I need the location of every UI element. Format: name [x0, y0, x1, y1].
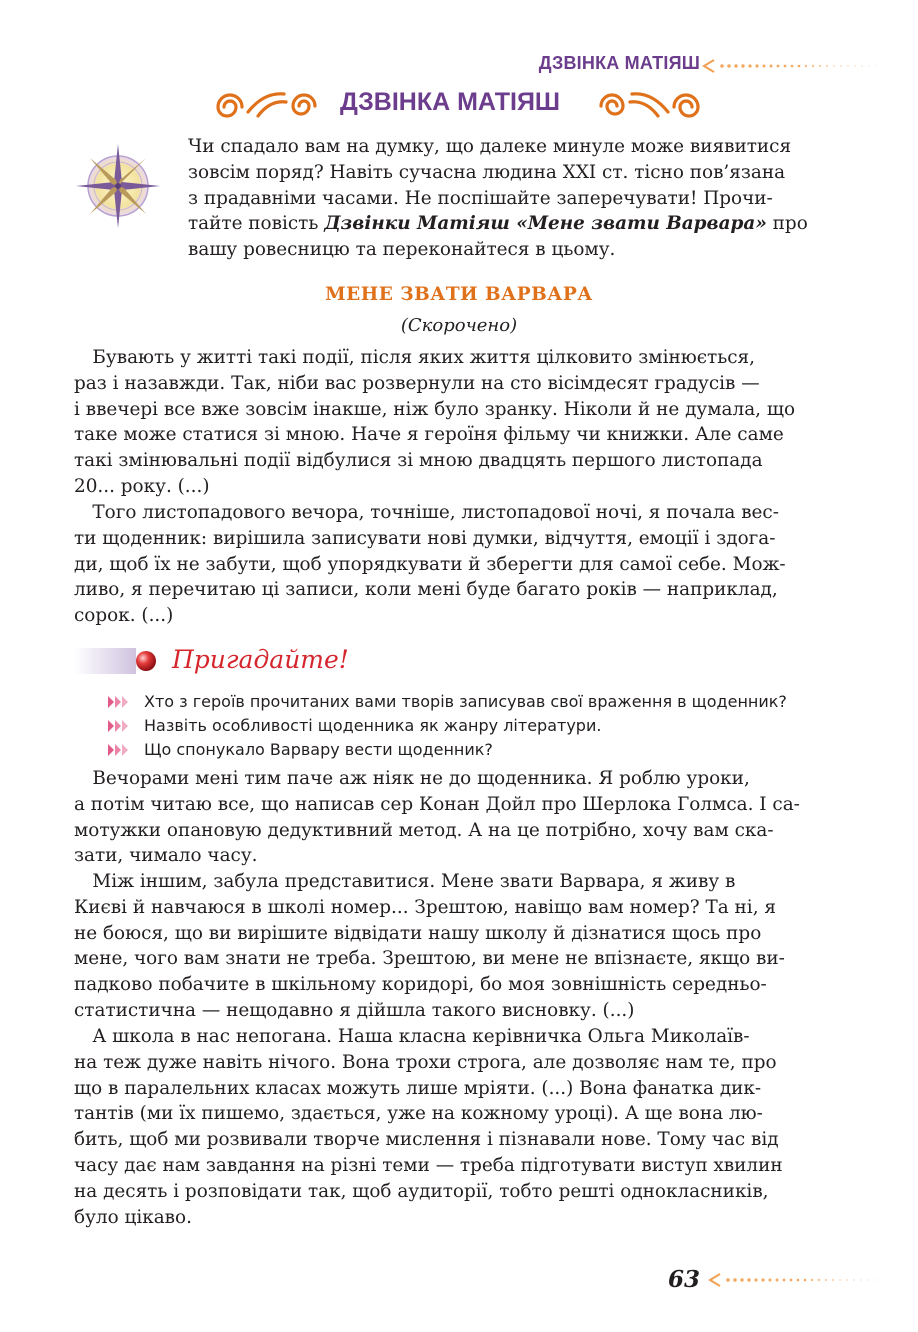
list-item — [108, 714, 848, 738]
text-line: часу дає нам завдання на різні теми — треба підготувати виступ хвилин — [74, 1154, 783, 1176]
text-line: А школа в нас непогана. Наша класна керівничка Ольга Миколаїв- — [74, 1026, 750, 1047]
list-item — [108, 690, 848, 714]
intro-line: з прадавніми часами. Не поспішайте заперечувати! Прочи- — [188, 187, 773, 209]
swirl-ornament-icon — [214, 88, 326, 122]
story-paragraph — [74, 345, 840, 500]
text-line: 20... року. (...) — [74, 475, 210, 497]
remember-heading: Пригадайте! — [172, 645, 349, 674]
red-ball-icon — [135, 650, 157, 672]
text-line: раз і назавжди. Так, ніби вас розвернули на сто вісімдесят градусів — — [74, 372, 760, 394]
dotted-line-icon — [706, 1272, 918, 1288]
text-line: не боюся, що ви вирішите відвідати нашу школу й дізнатися щось про — [74, 922, 762, 944]
intro-line: зовсім поряд? Навіть сучасна людина XXI ст. тісно пов’язана — [188, 161, 786, 183]
list-item — [108, 738, 848, 762]
compass-rose-icon — [72, 140, 164, 232]
text-line: а потім читаю все, що написав сер Конан Дойл про Шерлока Голмса. І са- — [74, 793, 800, 815]
running-head-title: ДЗВІНКА МАТІЯШ — [538, 53, 700, 73]
arrow-bullet-icon — [108, 718, 130, 734]
text-line: Того листопадового вечора, точніше, листопадової ночі, я почала вес- — [74, 502, 779, 523]
text-line: ти щоденник: вирішила записувати нові думки, відчуття, емоції і здога- — [74, 527, 776, 549]
text-line: ливо, я перечитаю ці записи, коли мені буде багато років — наприклад, — [74, 579, 778, 601]
story-subtitle: (Скорочено) — [400, 315, 518, 336]
text-line: Між іншим, забула представитися. Мене звати Варвара, я живу в — [74, 871, 736, 892]
arrow-bullet-icon — [108, 694, 130, 710]
text-line: тантів (ми їх пишемо, здається, уже на кожному уроці). А ще вона лю- — [74, 1103, 763, 1125]
question-text: Назвіть особливості щоденника як жанру літератури. — [144, 716, 602, 735]
story-paragraph — [74, 500, 840, 629]
story-paragraph — [74, 1024, 840, 1230]
text-line: зати, чимало часу. — [74, 845, 258, 867]
author-title-row — [0, 84, 918, 126]
intro-paragraph — [188, 134, 840, 263]
text-line: таке може статися зі мною. Наче я героїня фільму чи книжки. Але саме — [74, 424, 784, 446]
intro-line: тайте повість Дзвінки Матіяш «Мене звати Варвара» про — [188, 213, 808, 235]
text-line: і ввечері все вже зовсім інакше, ніж було зранку. Ніколи й не думала, що — [74, 398, 796, 420]
question-text: Хто з героїв прочитаних вами творів записував свої враження в щоденник? — [144, 692, 787, 711]
text-line: ди, щоб їх не забути, щоб упорядкувати й зберегти для самої себе. Мож- — [74, 553, 786, 575]
text-line: Бувають у житті такі події, після яких життя цілковито змінюється, — [74, 347, 755, 368]
story-paragraph — [74, 869, 840, 1024]
text-line: такі змінювальні події відбулися зі мною двадцять першого листопада — [74, 450, 763, 472]
text-line: статистична — нещодавно я дійшла такого висновку. (...) — [74, 999, 635, 1021]
question-list — [108, 690, 848, 762]
intro-line: вашу ровесницю та переконайтеся в цьому. — [188, 239, 616, 261]
text-line: мене, чого вам знати не треба. Зрештою, ви мене не впізнаєте, якщо ви- — [74, 948, 785, 970]
remember-bar — [74, 648, 136, 674]
question-text: Що спонукало Варвару вести щоденник? — [144, 740, 493, 759]
text-line: що в паралельних класах можуть лише мріяти. (...) Вона фанатка дик- — [74, 1077, 762, 1099]
text-line: Києві й навчаюся в школі номер... Зрештою, навіщо вам номер? Та ні, я — [74, 896, 776, 918]
text-line: Вечорами мені тим паче аж ніяк не до щоденника. Я роблю уроки, — [74, 768, 750, 789]
text-line: сорок. (...) — [74, 605, 174, 627]
intro-line: Чи спадало вам на думку, що далеке минуле може виявитися — [188, 136, 792, 157]
running-head — [518, 50, 918, 84]
text-line: падково побачите в шкільному коридорі, бо моя зовнішність середньо- — [74, 974, 767, 996]
text-line: бить, щоб ми розвивали творче мислення і пізнавали нове. Тому час від — [74, 1129, 779, 1151]
dotted-line-icon — [700, 58, 918, 74]
story-paragraph — [74, 766, 840, 869]
author-title: ДЗВІНКА МАТІЯШ — [340, 88, 561, 116]
text-line: було цікаво. — [74, 1206, 192, 1228]
story-title: МЕНЕ ЗВАТИ ВАРВАРА — [325, 284, 593, 305]
arrow-bullet-icon — [108, 742, 130, 758]
page-number: 63 — [668, 1266, 701, 1293]
swirl-ornament-icon — [590, 88, 702, 122]
text-line: на десять і розповідати так, щоб аудиторії, тобто решті однокласників, — [74, 1180, 769, 1202]
text-line: на теж дуже навіть нічого. Вона трохи строга, але дозволяє нам те, про — [74, 1051, 777, 1073]
text-line: мотужки опановую дедуктивний метод. А на це потрібно, хочу вам ска- — [74, 819, 774, 841]
